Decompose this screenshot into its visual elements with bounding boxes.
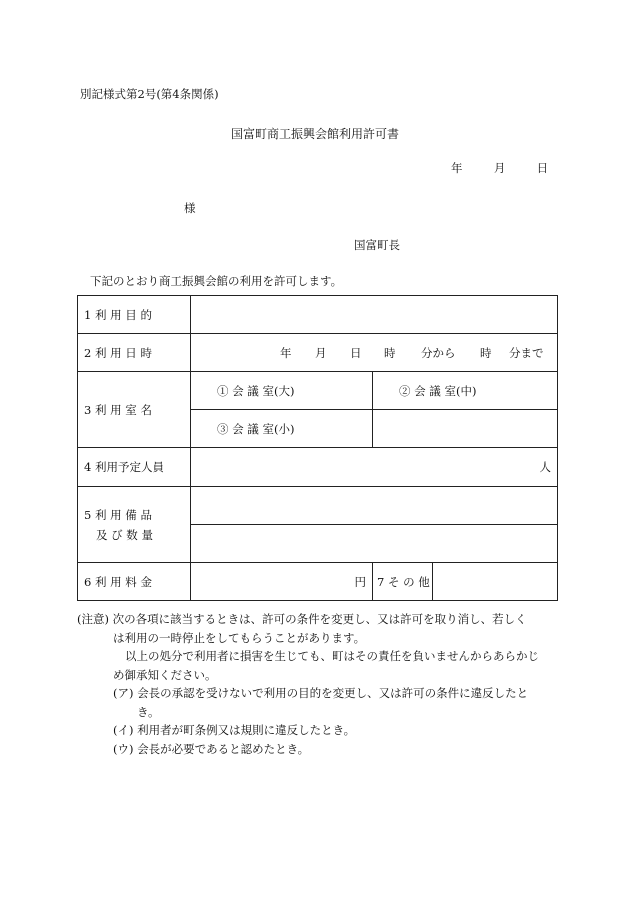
date-year-label: 年 [451, 161, 463, 175]
people-field[interactable] [191, 448, 558, 487]
document-title: 国富町商工振興会館利用許可書 [230, 127, 399, 141]
issue-date [451, 160, 548, 176]
note-line-3: 以上の処分で利用者に損害を生じても、町はその責任を負いませんからあらかじ [125, 649, 539, 663]
datetime-year: 年 [280, 345, 292, 360]
datetime-until: 分まで [509, 345, 544, 360]
date-day-label: 日 [536, 161, 549, 175]
equipment-label-line1: 5 利 用 備 品 [84, 507, 152, 522]
other-field[interactable] [433, 563, 558, 601]
issuer: 国富町長 [354, 238, 400, 252]
equipment-label [78, 487, 191, 563]
room-option-small[interactable]: ③ 会 議 室(小) [191, 410, 373, 448]
datetime-from: 分から [421, 345, 456, 360]
equipment-field-1[interactable] [191, 487, 558, 525]
notes-section [77, 610, 562, 758]
datetime-label: 2 利 用 日 時 [78, 334, 191, 372]
purpose-label: 1 利 用 目 的 [78, 296, 191, 334]
note-item-a: (ア) 会長の承認を受けないで利用の目的を変更し、又は許可の条件に違反したと [113, 686, 529, 700]
people-unit: 人 [539, 460, 551, 474]
note-item-b: (イ) 利用者が町条例又は規則に違反したとき。 [113, 723, 356, 737]
datetime-day: 日 [350, 345, 362, 360]
datetime-hour-end: 時 [480, 345, 492, 360]
date-month-label: 月 [493, 161, 506, 175]
other-label: 7 そ の 他 [373, 563, 433, 601]
room-label: 3 利 用 室 名 [78, 372, 191, 448]
room-empty-cell [373, 410, 558, 448]
addressee-suffix: 様 [184, 201, 196, 215]
note-item-c: (ウ) 会長が必要であると認めたとき。 [113, 741, 310, 756]
room-option-medium[interactable]: ② 会 議 室(中) [373, 372, 558, 410]
fee-field[interactable] [191, 563, 373, 601]
note-line-2: は利用の一時停止をしてもらうことがあります。 [113, 630, 366, 645]
datetime-month: 月 [315, 345, 327, 360]
note-line-1: (注意) 次の各項に該当するときは、許可の条件を変更し、又は許可を取り消し、若しく [77, 612, 527, 626]
equipment-label-line2: 及 び 数 量 [96, 527, 153, 542]
note-line-4: め御承知ください。 [113, 667, 217, 682]
fee-label: 6 利 用 料 金 [78, 563, 191, 601]
equipment-field-2[interactable] [191, 525, 558, 563]
room-option-large[interactable]: ① 会 議 室(大) [191, 372, 373, 410]
people-label: 4 利用予定人員 [78, 448, 191, 487]
purpose-field[interactable] [191, 296, 558, 334]
intro-text: 下記のとおり商工振興会館の利用を許可します。 [90, 274, 343, 288]
permit-form-table [77, 295, 558, 601]
datetime-field[interactable] [191, 334, 558, 372]
datetime-hour: 時 [384, 345, 396, 360]
note-item-a-cont: き。 [137, 704, 160, 719]
form-number: 別記様式第2号(第4条関係) [80, 87, 219, 101]
fee-unit: 円 [354, 574, 366, 589]
